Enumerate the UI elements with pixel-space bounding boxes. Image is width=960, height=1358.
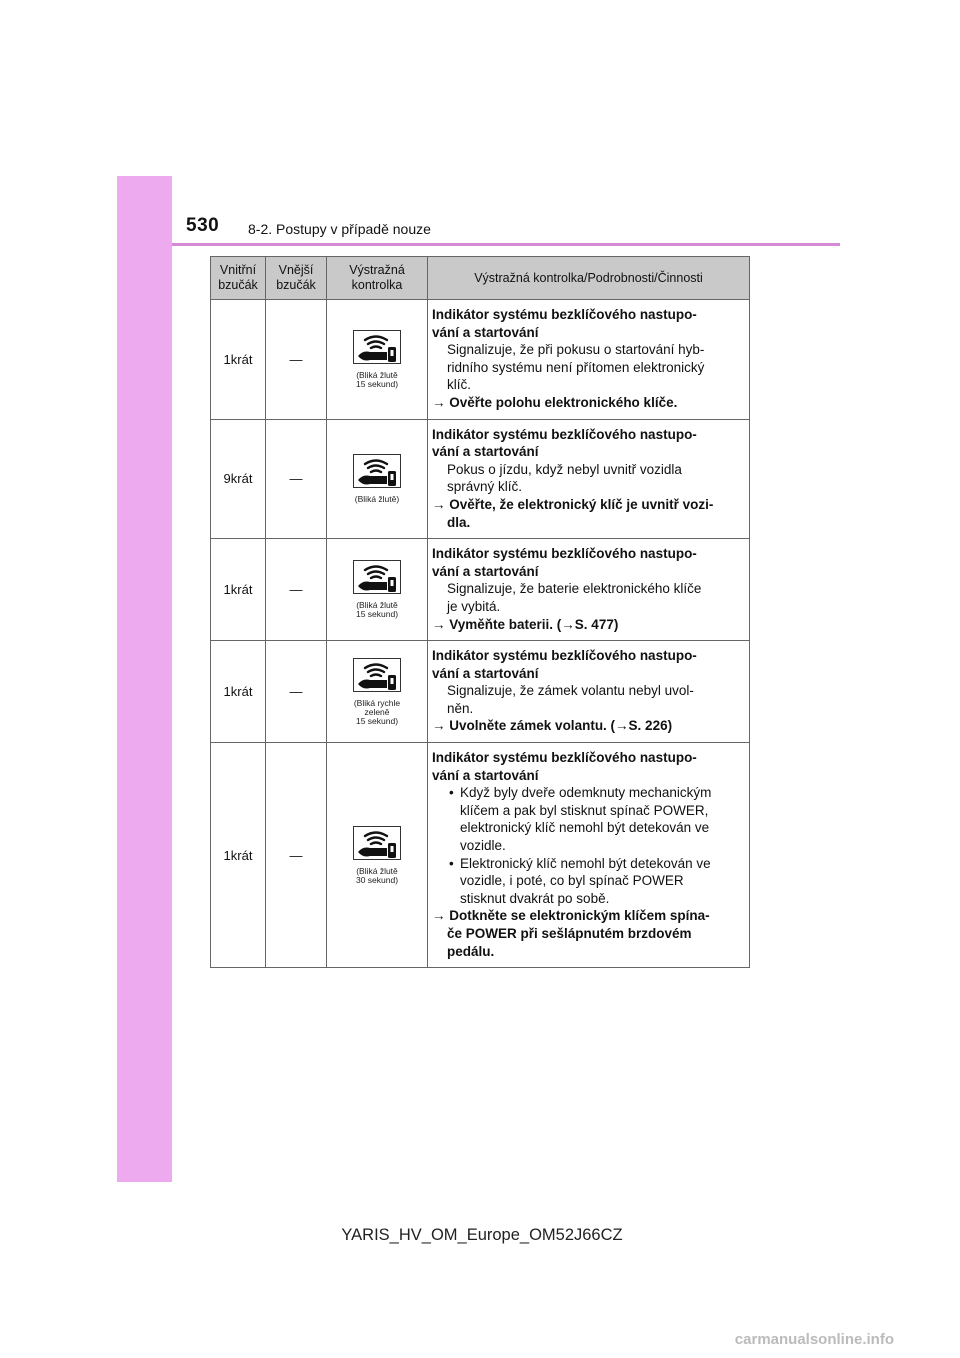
table-row [211,300,750,420]
action-text: Vyměňte baterii. (→S. 477) [449,616,619,632]
arrow-icon: → [432,908,450,924]
outer-buzzer-cell: — [266,300,327,420]
lamp-note: (Bliká žlutě) [354,493,400,504]
chapter-side-band [117,176,172,1182]
indicator-title: Indikátor systému bezklíčového nastupo- vání a startování [432,750,697,783]
col-header-details: Výstražná kontrolka/Podrobnosti/Činnosti [428,257,750,300]
indicator-title: Indikátor systému bezklíčového nastupo- vání a startování [432,546,697,579]
smart-key-indicator-icon [353,560,401,594]
warning-light-cell [327,300,428,420]
outer-buzzer-cell: — [266,743,327,968]
indicator-description: Pokus o jízdu, když nebyl uvnitř vozidla správný klíč. [447,461,682,495]
indicator-description: Signalizuje, že zámek volantu nebyl uvol- něn. [447,683,694,716]
page-number: 530 [186,215,220,236]
table-row [211,539,750,641]
action-text: Ověřte, že elektronický klíč je uvnitř vozi- dla. [447,496,714,530]
action-text: Dotkněte se elektronickým klíčem spína- če POWER při sešlápnutém brzdovém pedálu. [447,908,710,959]
action-text: Ověřte polohu elektronického klíče. [449,394,678,410]
table-header-row [211,257,750,300]
inner-buzzer-cell: 1krát [211,641,266,743]
action-text: Uvolněte zámek volantu. (→S. 226) [449,718,673,734]
outer-buzzer-cell: — [266,641,327,743]
arrow-icon: → [432,616,450,632]
col-header-inner-buzzer: Vnitřní bzučák [211,257,266,300]
details-cell [428,641,750,743]
section-title: 8-2. Postupy v případě nouze [248,221,431,237]
inner-buzzer-cell: 1krát [211,539,266,641]
col-header-outer-buzzer: Vnější bzučák [266,257,327,300]
warning-table [210,256,750,968]
indicator-title: Indikátor systému bezklíčového nastupo- vání a startování [432,307,697,340]
smart-key-indicator-icon [353,658,401,692]
table-row [211,743,750,968]
indicator-action [432,394,749,412]
bullet-item: • Když byly dveře odemknuty mechanickým klíčem a pak byl stisknut spínač POWER, elektronický klíč nemohl být detekován ve vozidle. [432,784,749,854]
indicator-action [432,717,749,735]
indicator-title: Indikátor systému bezklíčového nastupo- vání a startování [432,648,697,681]
warning-light-cell [327,419,428,539]
details-cell [428,539,750,641]
table-row [211,641,750,743]
col-header-warning-light: Výstražná kontrolka [327,257,428,300]
arrow-icon: → [432,496,450,512]
indicator-description: Signalizuje, že při pokusu o startování hyb- ridního systému není přítomen elektronický klíč. [447,342,705,393]
arrow-icon: → [432,718,450,734]
indicator-title: Indikátor systému bezklíčového nastupo- vání a startování [432,426,697,460]
outer-buzzer-cell: — [266,539,327,641]
warning-light-cell [327,539,428,641]
warning-light-cell [327,743,428,968]
details-cell [428,743,750,968]
smart-key-indicator-icon [353,330,401,364]
smart-key-indicator-icon [353,454,401,488]
lamp-note: (Bliká žlutě 30 sekund) [355,865,399,885]
document-code: YARIS_HV_OM_Europe_OM52J66CZ [341,1226,623,1244]
lamp-note: (Bliká rychle zeleně 15 sekund) [353,697,401,726]
indicator-description: Signalizuje, že baterie elektronického klíče je vybitá. [447,581,702,614]
indicator-action [432,496,749,531]
bullet-item: • Elektronický klíč nemohl být detekován ve vozidle, i poté, co byl spínač POWER stisknut dvakrát po sobě. [432,855,749,908]
warning-light-cell [327,641,428,743]
inner-buzzer-cell: 1krát [211,300,266,420]
inner-buzzer-cell: 1krát [211,743,266,968]
lamp-note: (Bliká žlutě 15 sekund) [355,369,399,389]
inner-buzzer-cell: 9krát [211,419,266,539]
indicator-action [432,616,749,634]
arrow-icon: → [432,394,450,410]
lamp-note: (Bliká žlutě 15 sekund) [355,600,399,620]
header-rule [172,243,840,246]
smart-key-indicator-icon [353,826,401,860]
indicator-action [432,907,749,960]
indicator-bullets [432,784,749,907]
watermark: carmanualsonline.info [734,1331,894,1348]
table-row [211,419,750,539]
details-cell [428,419,750,539]
outer-buzzer-cell: — [266,419,327,539]
details-cell [428,300,750,420]
